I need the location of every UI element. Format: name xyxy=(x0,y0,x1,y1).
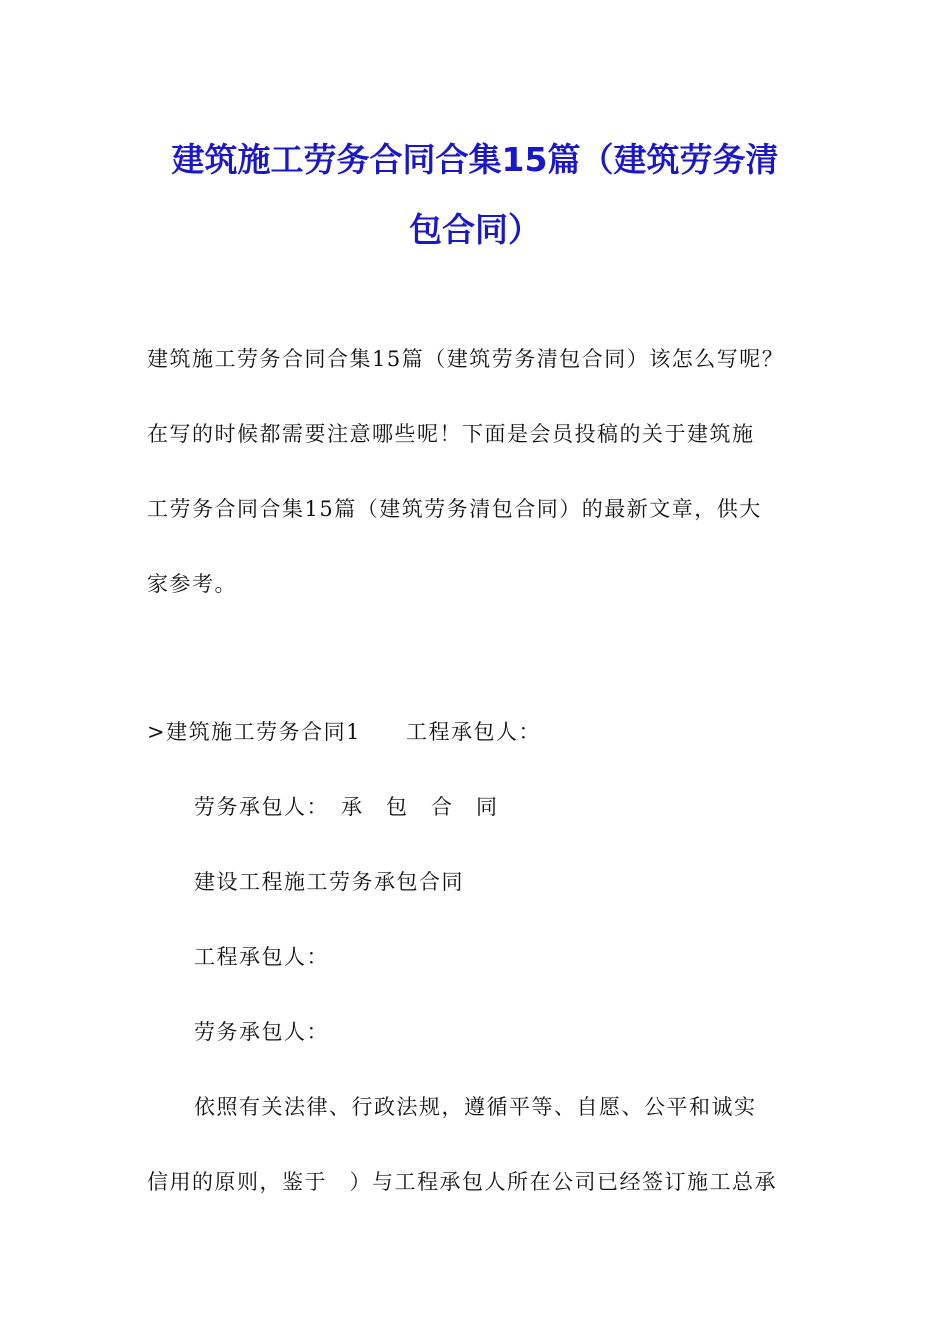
intro-line-1: 建筑施工劳务合同合集15篇（建筑劳务清包合同）该怎么写呢？ xyxy=(147,347,785,371)
body-line-5: 依照有关法律、行政法规，遵循平等、自愿、公平和诚实 xyxy=(194,1095,757,1119)
body-line-4: 劳务承包人： xyxy=(194,1020,329,1044)
body-line-1: 劳务承包人： 承 包 合 同 xyxy=(194,795,499,819)
body-line-6: 信用的原则，鉴于 ）与工程承包人所在公司已经签订施工总承 xyxy=(147,1170,777,1194)
intro-line-2: 在写的时候都需要注意哪些呢！下面是会员投稿的关于建筑施 xyxy=(147,422,755,446)
body-line-2: 建设工程施工劳务承包合同 xyxy=(194,870,464,894)
section-heading: >建筑施工劳务合同1 工程承包人： xyxy=(147,720,541,744)
intro-line-4: 家参考。 xyxy=(147,572,237,596)
document-title-line-2: 包合同） xyxy=(409,210,541,249)
intro-line-3: 工劳务合同合集15篇（建筑劳务清包合同）的最新文章，供大 xyxy=(147,497,762,521)
body-line-3: 工程承包人： xyxy=(194,945,329,969)
document-title-line-1: 建筑施工劳务合同合集15篇（建筑劳务清 xyxy=(171,140,779,179)
